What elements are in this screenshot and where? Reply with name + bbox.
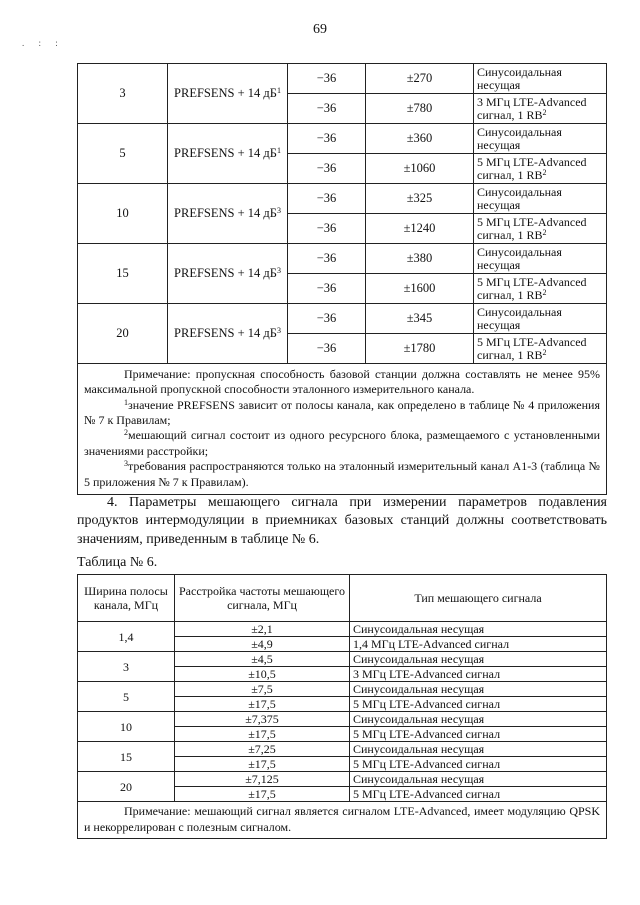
signal-type-text: Синусоидальная несущая — [477, 64, 562, 92]
footnote-ref: 1 — [276, 85, 281, 95]
signal-level-cell: −36 — [288, 274, 366, 304]
frequency-offset-cell: ±4,5 — [175, 652, 350, 667]
signal-type-cell: Синусоидальная несущая — [350, 742, 607, 757]
sensitivity-cell — [168, 64, 288, 124]
footnote-text: значение PREFSENS зависит от полосы канала, как определено в таблице № 4 приложения № 7 к Правилам; — [84, 397, 600, 428]
frequency-offset-cell: ±345 — [366, 304, 474, 334]
frequency-offset-cell: ±1600 — [366, 274, 474, 304]
table-row — [78, 622, 607, 637]
bandwidth-cell: 5 — [78, 682, 175, 712]
footnote — [84, 398, 600, 429]
signal-type-cell: 5 МГц LTE-Advanced сигнал — [350, 727, 607, 742]
signal-type-cell — [474, 64, 607, 94]
footnote — [84, 459, 600, 490]
table6-body — [78, 575, 607, 839]
paragraph-4: 4. Параметры мешающего сигнала при измерении параметров подавления продуктов интермодуляции в приемниках базовых станций должны соответствовать значениям, приведенным в таблице № 6. — [77, 495, 607, 547]
table-row — [78, 64, 607, 94]
sensitivity-cell — [168, 124, 288, 184]
signal-type-cell: Синусоидальная несущая — [350, 652, 607, 667]
signal-type-cell: Синусоидальная несущая — [350, 712, 607, 727]
bandwidth-cell: 10 — [78, 712, 175, 742]
signal-level-cell: −36 — [288, 94, 366, 124]
table6-header-bandwidth: Ширина полосы канала, МГц — [78, 575, 175, 622]
table6-caption: Таблица № 6. — [77, 555, 158, 570]
signal-type-text: 5 МГц LTE-Advanced сигнал, 1 RB — [477, 334, 587, 362]
footnote-ref: 3 — [276, 265, 281, 275]
signal-level-cell: −36 — [288, 244, 366, 274]
table-note-row — [78, 364, 607, 495]
frequency-offset-cell: ±1780 — [366, 334, 474, 364]
bandwidth-cell: 15 — [78, 244, 168, 304]
signal-type-cell — [474, 124, 607, 154]
footnote — [84, 428, 600, 459]
frequency-offset-cell: ±10,5 — [175, 667, 350, 682]
table1-body — [78, 64, 607, 495]
signal-type-cell: 5 МГц LTE-Advanced сигнал — [350, 697, 607, 712]
table-row — [78, 184, 607, 214]
table6-header-row — [78, 575, 607, 622]
sensitivity-cell — [168, 304, 288, 364]
signal-type-text: Синусоидальная несущая — [477, 124, 562, 152]
bandwidth-cell: 10 — [78, 184, 168, 244]
bandwidth-cell: 15 — [78, 742, 175, 772]
frequency-offset-cell: ±17,5 — [175, 757, 350, 772]
bandwidth-cell: 20 — [78, 772, 175, 802]
bandwidth-cell: 5 — [78, 124, 168, 184]
table-row — [78, 124, 607, 154]
signal-type-cell — [474, 184, 607, 214]
footnote-ref: 2 — [542, 347, 547, 357]
signal-level-cell: −36 — [288, 304, 366, 334]
signal-type-cell — [474, 304, 607, 334]
footnote-ref: 2 — [542, 107, 547, 117]
frequency-offset-cell: ±7,25 — [175, 742, 350, 757]
table-blocking-params — [77, 63, 607, 495]
frequency-offset-cell: ±17,5 — [175, 727, 350, 742]
sensitivity-cell — [168, 184, 288, 244]
sensitivity-text: PREFSENS + 14 дБ — [174, 205, 277, 220]
footnote-number: 3 — [124, 459, 128, 469]
signal-level-cell: −36 — [288, 214, 366, 244]
footnote-ref: 2 — [542, 227, 547, 237]
signal-type-cell — [474, 94, 607, 124]
signal-type-cell: 5 МГц LTE-Advanced сигнал — [350, 757, 607, 772]
sensitivity-text: PREFSENS + 14 дБ — [174, 85, 277, 100]
footnote-ref: 2 — [542, 287, 547, 297]
footnote-text: требования распространяются только на эталонный измерительный канал A1-3 (таблица № 5 приложения № 7 к Правилам). — [84, 459, 600, 489]
table-row — [78, 772, 607, 787]
frequency-offset-cell: ±380 — [366, 244, 474, 274]
footnote-ref: 3 — [276, 325, 281, 335]
sensitivity-cell — [168, 244, 288, 304]
frequency-offset-cell: ±17,5 — [175, 697, 350, 712]
signal-level-cell: −36 — [288, 64, 366, 94]
frequency-offset-cell: ±1240 — [366, 214, 474, 244]
bandwidth-cell: 3 — [78, 64, 168, 124]
footnote-number: 2 — [124, 428, 128, 438]
table-row — [78, 742, 607, 757]
table-row — [78, 244, 607, 274]
signal-level-cell: −36 — [288, 154, 366, 184]
table1-note — [78, 364, 607, 495]
signal-type-cell: 5 МГц LTE-Advanced сигнал — [350, 787, 607, 802]
frequency-offset-cell: ±17,5 — [175, 787, 350, 802]
bandwidth-cell: 20 — [78, 304, 168, 364]
frequency-offset-cell: ±7,5 — [175, 682, 350, 697]
signal-type-text: Синусоидальная несущая — [477, 184, 562, 212]
frequency-offset-cell: ±7,125 — [175, 772, 350, 787]
signal-type-text: 5 МГц LTE-Advanced сигнал, 1 RB — [477, 154, 587, 182]
scan-marks: . : : — [22, 38, 64, 48]
bandwidth-cell: 1,4 — [78, 622, 175, 652]
frequency-offset-cell: ±360 — [366, 124, 474, 154]
signal-type-cell: 3 МГц LTE-Advanced сигнал — [350, 667, 607, 682]
frequency-offset-cell: ±780 — [366, 94, 474, 124]
bandwidth-cell: 3 — [78, 652, 175, 682]
table-note-row — [78, 802, 607, 839]
table6-header-signal-type: Тип мешающего сигнала — [350, 575, 607, 622]
table-row — [78, 652, 607, 667]
footnote-text: мешающий сигнал состоит из одного ресурсного блока, размещаемого с установленными значениями расстройки; — [84, 428, 600, 458]
footnote-number: 1 — [124, 397, 128, 407]
signal-type-cell — [474, 154, 607, 184]
signal-type-cell — [474, 214, 607, 244]
page-number: 69 — [313, 22, 327, 37]
signal-level-cell: −36 — [288, 124, 366, 154]
signal-type-cell — [474, 244, 607, 274]
signal-type-cell: 1,4 МГц LTE-Advanced сигнал — [350, 637, 607, 652]
table6-header-offset: Расстройка частоты мешающего сигнала, МГц — [175, 575, 350, 622]
table-row — [78, 682, 607, 697]
footnote-ref: 2 — [542, 167, 547, 177]
frequency-offset-cell: ±7,375 — [175, 712, 350, 727]
signal-type-cell — [474, 274, 607, 304]
signal-type-cell: Синусоидальная несущая — [350, 772, 607, 787]
frequency-offset-cell: ±4,9 — [175, 637, 350, 652]
frequency-offset-cell: ±1060 — [366, 154, 474, 184]
signal-type-cell: Синусоидальная несущая — [350, 622, 607, 637]
table-6 — [77, 574, 607, 839]
sensitivity-text: PREFSENS + 14 дБ — [174, 325, 277, 340]
table6-note: Примечание: мешающий сигнал является сигналом LTE-Advanced, имеет модуляцию QPSK и некоррелирован с полезным сигналом. — [78, 802, 607, 839]
footnote-ref: 1 — [276, 145, 281, 155]
table-row — [78, 712, 607, 727]
signal-type-cell — [474, 334, 607, 364]
table-row — [78, 304, 607, 334]
frequency-offset-cell: ±325 — [366, 184, 474, 214]
signal-type-text: 5 МГц LTE-Advanced сигнал, 1 RB — [477, 274, 587, 302]
signal-type-text: 3 МГц LTE-Advanced сигнал, 1 RB — [477, 94, 587, 122]
note-main: Примечание: пропускная способность базовой станции должна составлять не менее 95% максимальной пропускной способности эталонного измерительного канала. — [84, 367, 600, 397]
signal-level-cell: −36 — [288, 334, 366, 364]
signal-level-cell: −36 — [288, 184, 366, 214]
frequency-offset-cell: ±2,1 — [175, 622, 350, 637]
sensitivity-text: PREFSENS + 14 дБ — [174, 145, 277, 160]
frequency-offset-cell: ±270 — [366, 64, 474, 94]
sensitivity-text: PREFSENS + 14 дБ — [174, 265, 277, 280]
signal-type-text: Синусоидальная несущая — [477, 244, 562, 272]
signal-type-text: Синусоидальная несущая — [477, 304, 562, 332]
signal-type-text: 5 МГц LTE-Advanced сигнал, 1 RB — [477, 214, 587, 242]
footnote-ref: 3 — [276, 205, 281, 215]
signal-type-cell: Синусоидальная несущая — [350, 682, 607, 697]
